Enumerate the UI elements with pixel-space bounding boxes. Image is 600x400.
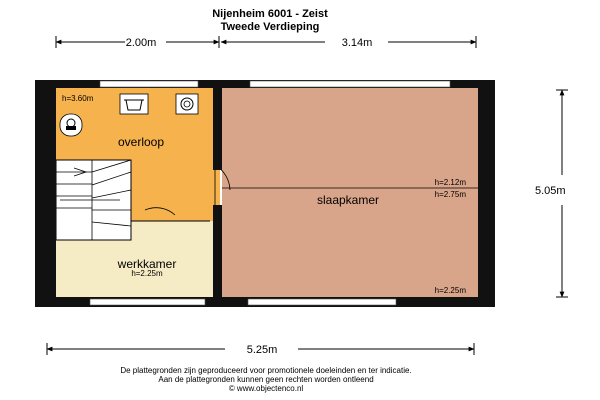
werkkamer-height: h=2.25m <box>131 269 163 278</box>
plan-subtitle: Tweede Verdieping <box>220 21 320 33</box>
top-dimension <box>56 36 476 49</box>
washing-machine-icon <box>120 94 148 114</box>
dimension-label-bottom: 5.25m <box>246 344 278 356</box>
boiler-icon <box>60 114 82 136</box>
right-dimension <box>535 90 568 297</box>
staircase <box>56 160 131 240</box>
slaapkamer-height-1: h=2.12m <box>434 178 466 187</box>
dryer-icon <box>176 94 198 114</box>
dimension-label-right: 5.05m <box>535 185 566 197</box>
dimension-label-top-left: 2.00m <box>125 37 157 49</box>
copyright-link[interactable]: © www.objectenco.nl <box>228 384 304 393</box>
slaapkamer-height-2: h=2.75m <box>434 190 466 199</box>
werkkamer-label: werkkamer <box>117 257 177 271</box>
dimension-label-top-right: 3.14m <box>341 37 373 49</box>
slaapkamer-height-3: h=2.25m <box>434 286 466 295</box>
overloop-height: h=3.60m <box>62 94 94 103</box>
plan-title: Nijenheim 6001 - Zeist <box>212 8 328 20</box>
disclaimer-line-1: De plattegronden zijn geproduceerd voor promotionele doeleinden en ter indicatie. <box>120 366 412 375</box>
slaapkamer-label: slaapkamer <box>316 193 380 207</box>
overloop-label: overloop <box>117 135 165 149</box>
disclaimer-line-2: Aan de plattegronden kunnen geen rechten worden ontleend <box>158 375 374 384</box>
bottom-dimension <box>47 343 474 356</box>
